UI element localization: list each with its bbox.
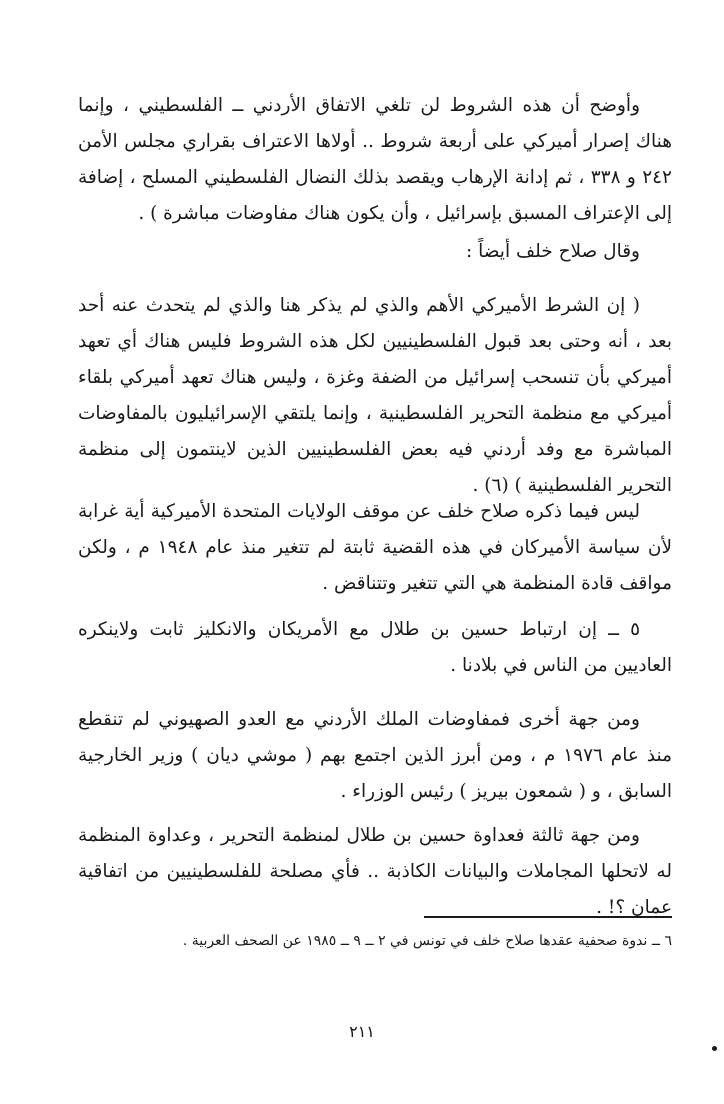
paragraph-5: ٥ ــ إن ارتباط حسين بن طلال مع الأمريكان والانكليز ثابت ولاينكره العاديين من الناس في بلادنا . [78, 619, 672, 676]
paragraph-3-quote: ( إن الشرط الأميركي الأهم والذي لم يذكر هنا والذي لم يتحدث عنه أحد بعد ، أنه وحتى بعد قبول الفلسطينيين لكل هذه الشروط فليس هناك أي تعهد أميركي بأن تنسحب إسرائيل من الضفة وغزة ، وليس هناك تعهد أميركي بلقاء أميركي مع منظمة التحرير الفلسطينية ، وإنما يلتقي الإسرائيليون بالمفاوضات المباشرة مع وفد أردني فيه بعض الفلسطينيين الذين لاينتمون إلى منظمة التحرير الفلسطينية ) (٦) . [78, 295, 672, 496]
paragraph-1: وأوضح أن هذه الشروط لن تلغي الاتفاق الأردني ــ الفلسطيني ، وإنما هناك إصرار أميركي على أربعة شروط .. أولاها الاعتراف بقراري مجلس الأمن ٢٤٢ و ٣٣٨ ، ثم إدانة الإرهاب ويقصد بذلك النضال الفلسطيني المسلح ، إضافة إلى الإعتراف المسبق بإسرائيل ، وأن يكون هناك مفاوضات مباشرة ) . [78, 95, 672, 224]
footnote-divider [424, 916, 672, 918]
footnote: ٦ ــ ندوة صحفية عقدها صلاح خلف في تونس في ٢ ــ ٩ ــ ١٩٨٥ عن الصحف العربية . [182, 933, 672, 949]
scan-speck [712, 1046, 717, 1051]
paragraph-2: وقال صلاح خلف أيضاً : [466, 241, 640, 262]
paragraph-6: ومن جهة أخرى فمفاوضات الملك الأردني مع العدو الصهيوني لم تنقطع منذ عام ١٩٧٦ م ، ومن أبرز الذين اجتمع بهم ( موشي ديان ) وزير الخارجية السابق ، و ( شمعون بيريز ) رئيس الوزراء . [78, 709, 672, 802]
paragraph-7: ومن جهة ثالثة فعداوة حسين بن طلال لمنظمة التحرير ، وعداوة المنظمة له لاتحلها المجاملات والبيانات الكاذبة .. فأي مصلحة للفلسطينيين من اتفاقية عمان ؟! . [78, 825, 672, 918]
page-number: ٢١١ [349, 1022, 375, 1041]
paragraph-4: ليس فيما ذكره صلاح خلف عن موقف الولايات المتحدة الأميركية أية غرابة لأن سياسة الأميركان في هذه القضية ثابتة لم تتغير منذ عام ١٩٤٨ م ، ولكن مواقف قادة المنظمة هي التي تتغير وتتناقض . [78, 501, 672, 594]
